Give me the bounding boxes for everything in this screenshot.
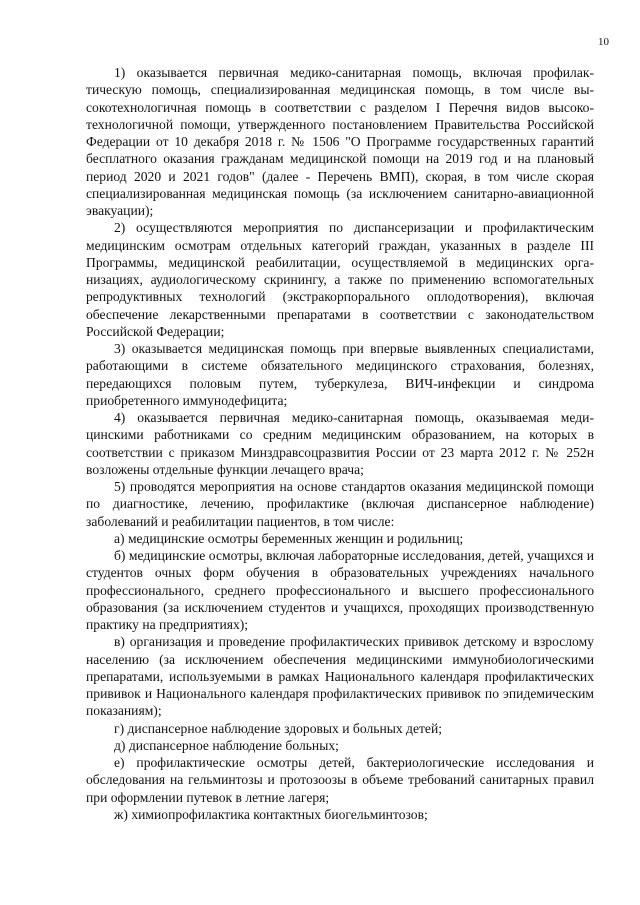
paragraph-subitem-zh: ж) химиопрофилактика контактных биогельминтозов; — [114, 806, 428, 822]
paragraph-item-2: 2) осуществляются мероприятия по диспансеризации и профилактическим медицинским осмотрам отдельных категорий граждан, указанных в разделе III Программы, медицинской реабилитации, осуществляемой в медицинских организациях, аудиологическому скринингу, а также по применению вспомогательных репродуктивных технологий (экстракорпорального оплодотворения), включая обеспечение лекарственными препаратами в соответствии с законодательством Российской Федерации; — [86, 220, 594, 339]
paragraph-subitem-v: в) организация и проведение профилактических прививок детскому и взрослому населению (за исключением обеспечения медицинскими иммунобиологическими препаратами, используемыми в рамках Национального календаря профилактических прививок и Национального календаря профилактических прививок по эпидемическим показаниям); — [86, 634, 594, 719]
paragraph-item-1: 1) оказывается первичная медико-санитарная помощь, включая профилактическую помощь, специализированная медицинская помощь, в том числе высокотехнологичная помощь в соответствии с разделом I Перечня видов высокотехнологичной помощи, утвержденного постановлением Правительства Российской Федерации от 10 декабря 2018 г. № 1506 "О Программе государственных гарантий бесплатного оказания гражданам медицинской помощи на 2019 год и на плановый период 2020 и 2021 годов" (далее - Перечень ВМП), скорая, в том числе скорая специализированная медицинская помощь (за исключением санитарно-авиационной эвакуации); — [86, 65, 594, 218]
document-body — [86, 64, 594, 823]
paragraph-subitem-d: д) диспансерное наблюдение больных; — [114, 737, 339, 753]
paragraph-subitem-e: е) профилактические осмотры детей, бактериологические исследования и обследования на гельминтозы и протозоозы в объеме требований санитарных правил при оформлении путевок в летние лагеря; — [86, 755, 594, 805]
paragraph-subitem-b: б) медицинские осмотры, включая лабораторные исследования, детей, учащихся и студентов очных форм обучения в образовательных учреждениях начального профессионального, среднего профессионального и высшего профессионального образования (за исключением студентов и учащихся, проходящих производственную практику на предприятиях); — [86, 548, 594, 632]
paragraph-subitem-g: г) диспансерное наблюдение здоровых и больных детей; — [114, 720, 443, 736]
page-number: 10 — [598, 36, 609, 48]
paragraph-item-5: 5) проводятся мероприятия на основе стандартов оказания медицинской помощи по диагностике, лечению, профилактике (включая диспансерное наблюдение) заболеваний и реабилитации пациентов, в том числе: — [86, 479, 594, 529]
paragraph-subitem-a: а) медицинские осмотры беременных женщин и родильниц; — [114, 530, 464, 546]
paragraph-item-3: 3) оказывается медицинская помощь при впервые выявленных специалистами, работающими в системе обязательного медицинского страхования, болезнях, передающихся половым путем, туберкулеза, ВИЧ-инфекции и синдрома приобретенного иммунодефицита; — [86, 341, 594, 408]
paragraph-item-4: 4) оказывается первичная медико-санитарная помощь, оказываемая медицинскими работниками со средним медицинским образованием, на которых в соответствии с приказом Минздравсоцразвития России от 23 марта 2012 г. № 252н возложены отдельные функции лечащего врача; — [86, 410, 594, 477]
